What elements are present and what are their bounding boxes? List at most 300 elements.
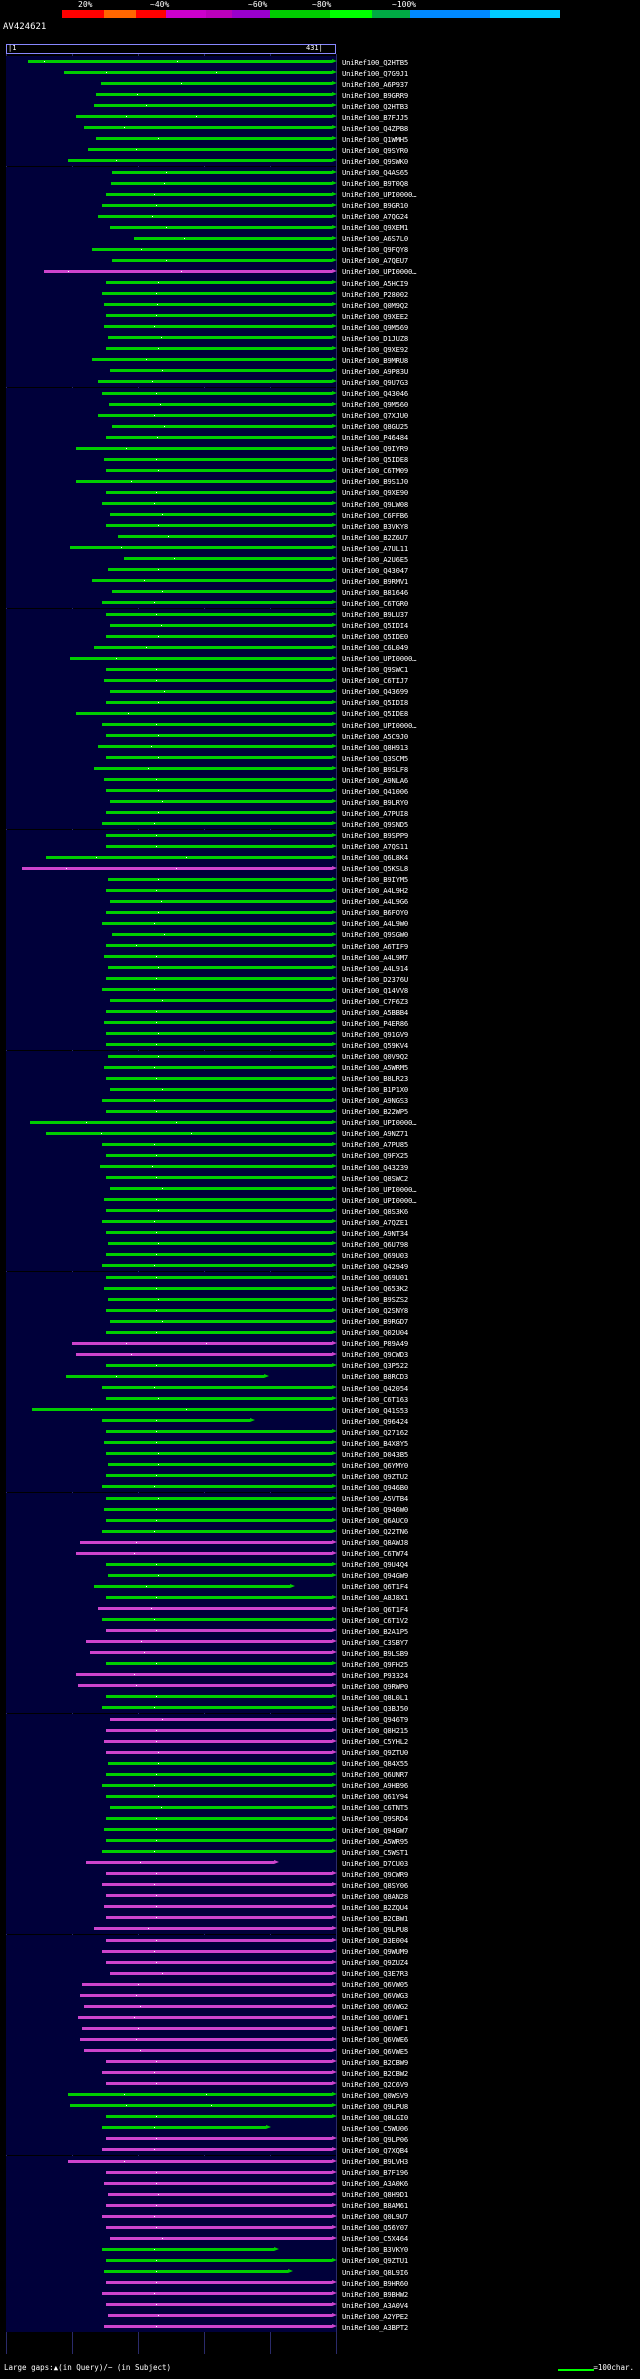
hit-label[interactable]: UniRef100_Q3P522	[342, 1361, 409, 1371]
hit-label[interactable]: UniRef100_Q6AUC0	[342, 1516, 409, 1526]
hit-label[interactable]: UniRef100_B9RGD7	[342, 1317, 409, 1327]
hit-label[interactable]: UniRef100_A4L9M7	[342, 952, 409, 962]
hit-bar[interactable]	[106, 668, 336, 671]
hit-bar[interactable]	[102, 1784, 336, 1787]
hit-bar[interactable]	[106, 1773, 336, 1776]
hit-label[interactable]: UniRef100_C5YHL2	[342, 1737, 409, 1747]
hit-label[interactable]: UniRef100_Q946B0	[342, 1482, 409, 1492]
hit-label[interactable]: UniRef100_Q0M9Q2	[342, 300, 409, 310]
hit-label[interactable]: UniRef100_Q8S3K6	[342, 1206, 409, 1216]
hit-bar[interactable]	[106, 1032, 336, 1035]
hit-bar[interactable]	[111, 182, 336, 185]
hit-label[interactable]: UniRef100_Q9U7G3	[342, 377, 409, 387]
hit-bar[interactable]	[118, 535, 336, 538]
hit-label[interactable]: UniRef100_B2CBW1	[342, 1913, 409, 1923]
hit-bar[interactable]	[102, 292, 336, 295]
hit-label[interactable]: UniRef100_B9MRU8	[342, 355, 409, 365]
hit-bar[interactable]	[98, 215, 336, 218]
hit-label[interactable]: UniRef100_Q3E7R3	[342, 1969, 409, 1979]
hit-label[interactable]: UniRef100_D2376U	[342, 974, 409, 984]
hit-label[interactable]: UniRef100_Q8L0L1	[342, 1692, 409, 1702]
hit-bar[interactable]	[84, 2005, 336, 2008]
hit-label[interactable]: UniRef100_Q5IDE8	[342, 455, 409, 465]
hit-bar[interactable]	[76, 115, 336, 118]
hit-label[interactable]: UniRef100_Q9LPU8	[342, 2101, 409, 2111]
hit-bar[interactable]	[80, 2038, 336, 2041]
hit-bar[interactable]	[106, 2281, 336, 2284]
hit-bar[interactable]	[102, 1220, 336, 1223]
hit-bar[interactable]	[112, 259, 336, 262]
hit-bar[interactable]	[106, 944, 336, 947]
hit-bar[interactable]	[106, 1231, 336, 1234]
hit-bar[interactable]	[106, 2082, 336, 2085]
hit-label[interactable]: UniRef100_Q8H913	[342, 742, 409, 752]
hit-label[interactable]: UniRef100_Q8GU25	[342, 422, 409, 432]
hit-label[interactable]: UniRef100_Q5IDE8	[342, 709, 409, 719]
hit-bar[interactable]	[102, 1850, 336, 1853]
hit-label[interactable]: UniRef100_UPI0000…	[342, 1184, 417, 1194]
hit-label[interactable]: UniRef100_A4L9H2	[342, 886, 409, 896]
hit-label[interactable]: UniRef100_B9S1J0	[342, 477, 409, 487]
hit-bar[interactable]	[106, 734, 336, 737]
hit-bar[interactable]	[106, 1043, 336, 1046]
hit-bar[interactable]	[106, 701, 336, 704]
hit-bar[interactable]	[102, 204, 336, 207]
hit-bar[interactable]	[72, 1342, 336, 1345]
hit-label[interactable]: UniRef100_Q2HTB3	[342, 101, 409, 111]
hit-label[interactable]: UniRef100_Q6T1F4	[342, 1582, 409, 1592]
hit-bar[interactable]	[76, 480, 336, 483]
hit-bar[interactable]	[76, 1353, 336, 1356]
hit-label[interactable]: UniRef100_B4X8Y5	[342, 1438, 409, 1448]
hit-bar[interactable]	[110, 513, 336, 516]
hit-label[interactable]: UniRef100_Q0L9U7	[342, 2212, 409, 2222]
hit-bar[interactable]	[102, 723, 336, 726]
hit-bar[interactable]	[104, 1828, 336, 1831]
hit-label[interactable]: UniRef100_B9SLF8	[342, 764, 409, 774]
hit-bar[interactable]	[98, 380, 336, 383]
hit-label[interactable]: UniRef100_A5HCI9	[342, 278, 409, 288]
hit-label[interactable]: UniRef100_A2U6E5	[342, 554, 409, 564]
hit-label[interactable]: UniRef100_Q9IYR9	[342, 444, 409, 454]
hit-label[interactable]: UniRef100_A9NGS3	[342, 1096, 409, 1106]
hit-label[interactable]: UniRef100_Q8SY06	[342, 1880, 409, 1890]
hit-bar[interactable]	[84, 126, 336, 129]
hit-bar[interactable]	[46, 856, 336, 859]
hit-label[interactable]: UniRef100_A5WR95	[342, 1836, 409, 1846]
hit-bar[interactable]	[106, 1176, 336, 1179]
hit-label[interactable]: UniRef100_Q6VWG2	[342, 2002, 409, 2012]
hit-label[interactable]: UniRef100_A5BBB4	[342, 1007, 409, 1017]
hit-label[interactable]: UniRef100_B9LVH3	[342, 2157, 409, 2166]
hit-bar[interactable]	[106, 1939, 336, 1942]
hit-bar[interactable]	[104, 2325, 336, 2328]
hit-bar[interactable]	[106, 1695, 336, 1698]
hit-bar[interactable]	[92, 248, 336, 251]
hit-label[interactable]: UniRef100_Q9LW08	[342, 499, 409, 509]
hit-bar[interactable]	[106, 1010, 336, 1013]
hit-label[interactable]: UniRef100_Q9ZUZ4	[342, 1958, 409, 1968]
hit-bar[interactable]	[104, 1066, 336, 1069]
hit-label[interactable]: UniRef100_B9HR60	[342, 2278, 409, 2288]
hit-label[interactable]: UniRef100_Q7XQB4	[342, 2145, 409, 2155]
hit-bar[interactable]	[94, 104, 336, 107]
hit-bar[interactable]	[102, 502, 336, 505]
hit-label[interactable]: UniRef100_UPI0000…	[342, 1118, 417, 1128]
hit-bar[interactable]	[110, 800, 336, 803]
hit-label[interactable]: UniRef100_Q9LP06	[342, 2134, 409, 2144]
hit-label[interactable]: UniRef100_Q9WUM9	[342, 1947, 409, 1957]
hit-bar[interactable]	[102, 1419, 254, 1422]
hit-label[interactable]: UniRef100_Q42949	[342, 1261, 409, 1271]
hit-label[interactable]: UniRef100_Q96424	[342, 1416, 409, 1426]
hit-bar[interactable]	[46, 1132, 336, 1135]
hit-bar[interactable]	[110, 2237, 336, 2240]
hit-bar[interactable]	[134, 237, 336, 240]
hit-bar[interactable]	[108, 1574, 336, 1577]
hit-label[interactable]: UniRef100_B8LR23	[342, 1074, 409, 1084]
hit-bar[interactable]	[106, 1309, 336, 1312]
hit-label[interactable]: UniRef100_A5C9J0	[342, 731, 409, 741]
hit-bar[interactable]	[110, 1320, 336, 1323]
hit-bar[interactable]	[102, 1386, 336, 1389]
hit-label[interactable]: UniRef100_A4L9G6	[342, 897, 409, 907]
hit-bar[interactable]	[106, 1364, 336, 1367]
hit-bar[interactable]	[106, 2060, 336, 2063]
hit-label[interactable]: UniRef100_B22WP5	[342, 1107, 409, 1117]
hit-label[interactable]: UniRef100_Q9U4Q4	[342, 1560, 409, 1570]
hit-label[interactable]: UniRef100_Q6VWF1	[342, 2013, 409, 2023]
hit-label[interactable]: UniRef100_Q9XE90	[342, 488, 409, 498]
hit-label[interactable]: UniRef100_A7QS11	[342, 842, 409, 852]
hit-bar[interactable]	[106, 2115, 336, 2118]
hit-bar[interactable]	[106, 789, 336, 792]
hit-label[interactable]: UniRef100_UPI0000…	[342, 654, 417, 664]
hit-bar[interactable]	[100, 1165, 336, 1168]
hit-bar[interactable]	[106, 1751, 336, 1754]
hit-label[interactable]: UniRef100_D1JUZ8	[342, 333, 409, 343]
hit-label[interactable]: UniRef100_Q8SWC2	[342, 1173, 409, 1183]
hit-bar[interactable]	[124, 557, 336, 560]
hit-label[interactable]: UniRef100_B8RCD3	[342, 1372, 409, 1382]
hit-label[interactable]: UniRef100_B9SZS2	[342, 1295, 409, 1305]
hit-bar[interactable]	[102, 601, 336, 604]
hit-label[interactable]: UniRef100_Q9SWC1	[342, 665, 409, 675]
hit-bar[interactable]	[94, 1927, 336, 1930]
hit-label[interactable]: UniRef100_Q6VWF1	[342, 2024, 409, 2034]
hit-bar[interactable]	[70, 657, 336, 660]
hit-bar[interactable]	[106, 977, 336, 980]
hit-bar[interactable]	[108, 1055, 336, 1058]
hit-bar[interactable]	[98, 745, 336, 748]
hit-bar[interactable]	[104, 1287, 336, 1290]
hit-label[interactable]: UniRef100_B8AM61	[342, 2201, 409, 2211]
hit-label[interactable]: UniRef100_Q94GW7	[342, 1825, 409, 1835]
hit-label[interactable]: UniRef100_Q6YMY0	[342, 1460, 409, 1470]
hit-bar[interactable]	[106, 1916, 336, 1919]
hit-label[interactable]: UniRef100_Q0V9Q2	[342, 1052, 409, 1061]
hit-label[interactable]: UniRef100_Q8AWJ8	[342, 1538, 409, 1548]
hit-label[interactable]: UniRef100_Q9FH25	[342, 1659, 409, 1669]
hit-label[interactable]: UniRef100_Q9SRD4	[342, 1814, 409, 1824]
hit-bar[interactable]	[106, 491, 336, 494]
hit-bar[interactable]	[88, 148, 336, 151]
hit-label[interactable]: UniRef100_B9IYM5	[342, 875, 409, 885]
hit-bar[interactable]	[106, 2204, 336, 2207]
hit-bar[interactable]	[112, 171, 336, 174]
hit-bar[interactable]	[104, 778, 336, 781]
hit-label[interactable]: UniRef100_UPI0000…	[342, 190, 417, 200]
hit-bar[interactable]	[112, 933, 336, 936]
hit-bar[interactable]	[102, 1099, 336, 1102]
hit-label[interactable]: UniRef100_A3A0V4	[342, 2300, 409, 2310]
hit-label[interactable]: UniRef100_B2ZQU4	[342, 1902, 409, 1912]
hit-label[interactable]: UniRef100_A3A0K6	[342, 2179, 409, 2189]
hit-label[interactable]: UniRef100_C6TM09	[342, 466, 409, 476]
hit-bar[interactable]	[106, 1276, 336, 1279]
hit-label[interactable]: UniRef100_Q9SWK0	[342, 156, 409, 166]
hit-label[interactable]: UniRef100_B2Z6U7	[342, 532, 409, 542]
hit-bar[interactable]	[106, 1872, 336, 1875]
hit-label[interactable]: UniRef100_B9GR10	[342, 201, 409, 211]
hit-bar[interactable]	[106, 1662, 336, 1665]
hit-label[interactable]: UniRef100_Q2SNY8	[342, 1306, 409, 1316]
hit-label[interactable]: UniRef100_B3VKY8	[342, 521, 409, 531]
hit-label[interactable]: UniRef100_Q3SCM5	[342, 753, 409, 763]
hit-bar[interactable]	[106, 1331, 336, 1334]
hit-label[interactable]: UniRef100_A7UL11	[342, 543, 409, 553]
hit-label[interactable]: UniRef100_B9T0Q8	[342, 179, 409, 189]
hit-bar[interactable]	[106, 524, 336, 527]
hit-bar[interactable]	[104, 458, 336, 461]
hit-bar[interactable]	[28, 60, 336, 63]
hit-bar[interactable]	[102, 1883, 336, 1886]
hit-label[interactable]: UniRef100_Q9M560	[342, 400, 409, 410]
hit-bar[interactable]	[68, 2093, 336, 2096]
hit-bar[interactable]	[70, 2104, 336, 2107]
hit-label[interactable]: UniRef100_P89A49	[342, 1339, 409, 1349]
hit-bar[interactable]	[110, 1972, 336, 1975]
hit-bar[interactable]	[106, 845, 336, 848]
hit-label[interactable]: UniRef100_Q9CWD3	[342, 1350, 409, 1360]
hit-bar[interactable]	[106, 1474, 336, 1477]
hit-bar[interactable]	[94, 1585, 294, 1588]
hit-bar[interactable]	[102, 1485, 336, 1488]
hit-bar[interactable]	[106, 436, 336, 439]
hit-bar[interactable]	[102, 2248, 278, 2251]
hit-label[interactable]: UniRef100_Q9LPU8	[342, 1924, 409, 1934]
hit-label[interactable]: UniRef100_A6S7L0	[342, 234, 409, 244]
hit-label[interactable]: UniRef100_UPI0000…	[342, 1195, 417, 1205]
hit-label[interactable]: UniRef100_Q61Y94	[342, 1792, 409, 1802]
hit-bar[interactable]	[102, 922, 336, 925]
hit-bar[interactable]	[106, 613, 336, 616]
hit-bar[interactable]	[102, 988, 336, 991]
hit-bar[interactable]	[106, 1154, 336, 1157]
hit-bar[interactable]	[106, 1839, 336, 1842]
hit-bar[interactable]	[110, 690, 336, 693]
hit-bar[interactable]	[110, 1187, 336, 1190]
hit-bar[interactable]	[106, 911, 336, 914]
hit-bar[interactable]	[80, 1994, 336, 1997]
hit-bar[interactable]	[106, 1430, 336, 1433]
hit-label[interactable]: UniRef100_A7PUI8	[342, 808, 409, 818]
hit-bar[interactable]	[106, 1110, 336, 1113]
hit-bar[interactable]	[104, 1021, 336, 1024]
hit-label[interactable]: UniRef100_C6L049	[342, 643, 409, 653]
hit-label[interactable]: UniRef100_Q9SGW0	[342, 930, 409, 940]
hit-label[interactable]: UniRef100_A3BPT2	[342, 2322, 409, 2332]
hit-label[interactable]: UniRef100_P28002	[342, 289, 409, 299]
hit-bar[interactable]	[98, 414, 336, 417]
hit-label[interactable]: UniRef100_A8J8X1	[342, 1593, 409, 1603]
hit-label[interactable]: UniRef100_B9LSB9	[342, 1648, 409, 1658]
hit-bar[interactable]	[108, 568, 336, 571]
hit-label[interactable]: UniRef100_Q8AN28	[342, 1891, 409, 1901]
hit-bar[interactable]	[104, 303, 336, 306]
hit-label[interactable]: UniRef100_B9GRR9	[342, 90, 409, 100]
hit-bar[interactable]	[104, 2182, 336, 2185]
hit-bar[interactable]	[104, 679, 336, 682]
hit-label[interactable]: UniRef100_Q9ZTU1	[342, 2256, 409, 2266]
hit-label[interactable]: UniRef100_Q69U03	[342, 1250, 409, 1260]
hit-bar[interactable]	[106, 1894, 336, 1897]
hit-label[interactable]: UniRef100_B2CBW2	[342, 2068, 409, 2078]
hit-bar[interactable]	[108, 966, 336, 969]
hit-label[interactable]: UniRef100_Q9FQY8	[342, 245, 409, 255]
hit-bar[interactable]	[102, 1143, 336, 1146]
hit-bar[interactable]	[80, 1541, 336, 1544]
hit-bar[interactable]	[22, 867, 336, 870]
hit-label[interactable]: UniRef100_Q7XJU0	[342, 411, 409, 421]
hit-bar[interactable]	[108, 336, 336, 339]
hit-label[interactable]: UniRef100_A5WRM5	[342, 1063, 409, 1073]
hit-label[interactable]: UniRef100_B9SPP9	[342, 831, 409, 840]
hit-bar[interactable]	[108, 1298, 336, 1301]
hit-bar[interactable]	[102, 2148, 336, 2151]
hit-bar[interactable]	[108, 1242, 336, 1245]
hit-label[interactable]: UniRef100_Q14VV8	[342, 985, 409, 995]
hit-bar[interactable]	[102, 2071, 336, 2074]
hit-label[interactable]: UniRef100_B3VKY0	[342, 2245, 409, 2255]
hit-label[interactable]: UniRef100_Q8H9D1	[342, 2190, 409, 2200]
hit-bar[interactable]	[44, 270, 336, 273]
hit-bar[interactable]	[102, 1706, 336, 1709]
hit-bar[interactable]	[68, 2160, 336, 2163]
hit-label[interactable]: UniRef100_Q9SND5	[342, 819, 409, 829]
hit-label[interactable]: UniRef100_Q946W0	[342, 1505, 409, 1515]
hit-bar[interactable]	[112, 590, 336, 593]
hit-label[interactable]: UniRef100_C6FFB6	[342, 510, 409, 520]
hit-bar[interactable]	[102, 1530, 336, 1533]
hit-label[interactable]: UniRef100_B6FOY0	[342, 908, 409, 918]
hit-label[interactable]: UniRef100_Q9RWP0	[342, 1681, 409, 1691]
hit-bar[interactable]	[30, 1121, 336, 1124]
hit-bar[interactable]	[102, 1618, 336, 1621]
hit-bar[interactable]	[108, 1463, 336, 1466]
hit-bar[interactable]	[104, 1441, 336, 1444]
hit-label[interactable]: UniRef100_P4ER86	[342, 1018, 409, 1028]
hit-label[interactable]: UniRef100_B9LRY0	[342, 797, 409, 807]
hit-label[interactable]: UniRef100_Q9XE92	[342, 344, 409, 354]
hit-label[interactable]: UniRef100_C6TGR0	[342, 598, 409, 608]
hit-bar[interactable]	[82, 2027, 336, 2030]
hit-label[interactable]: UniRef100_Q6VWG3	[342, 1991, 409, 2001]
hit-label[interactable]: UniRef100_D3E004	[342, 1936, 409, 1945]
hit-bar[interactable]	[106, 1077, 336, 1080]
hit-label[interactable]: UniRef100_B81646	[342, 587, 409, 597]
hit-label[interactable]: UniRef100_Q69U01	[342, 1273, 409, 1282]
hit-bar[interactable]	[32, 1408, 336, 1411]
hit-label[interactable]: UniRef100_Q56Y07	[342, 2223, 409, 2233]
hit-label[interactable]: UniRef100_C6TW74	[342, 1549, 409, 1559]
hit-bar[interactable]	[94, 767, 336, 770]
hit-bar[interactable]	[110, 1718, 336, 1721]
hit-bar[interactable]	[106, 1519, 336, 1522]
hit-bar[interactable]	[102, 1950, 336, 1953]
hit-bar[interactable]	[104, 1905, 336, 1908]
hit-label[interactable]: UniRef100_Q43699	[342, 687, 409, 697]
hit-label[interactable]: UniRef100_A5VTB4	[342, 1494, 409, 1503]
hit-bar[interactable]	[106, 469, 336, 472]
hit-label[interactable]: UniRef100_Q5IDI8	[342, 698, 409, 708]
hit-bar[interactable]	[92, 358, 336, 361]
hit-bar[interactable]	[106, 2137, 336, 2140]
hit-bar[interactable]	[78, 1684, 336, 1687]
hit-bar[interactable]	[104, 1740, 336, 1743]
hit-bar[interactable]	[106, 1209, 336, 1212]
hit-bar[interactable]	[106, 635, 336, 638]
hit-label[interactable]: UniRef100_Q27162	[342, 1427, 409, 1437]
hit-bar[interactable]	[92, 579, 336, 582]
hit-label[interactable]: UniRef100_B9BHW2	[342, 2289, 409, 2299]
hit-label[interactable]: UniRef100_C7F6Z3	[342, 996, 409, 1006]
hit-label[interactable]: UniRef100_Q2C6V9	[342, 2079, 409, 2089]
hit-bar[interactable]	[106, 281, 336, 284]
hit-bar[interactable]	[109, 403, 336, 406]
hit-label[interactable]: UniRef100_Q59KV4	[342, 1040, 409, 1050]
hit-label[interactable]: UniRef100_A6TIF9	[342, 941, 409, 951]
hit-label[interactable]: UniRef100_A4L914	[342, 963, 409, 973]
hit-label[interactable]: UniRef100_C6T1V2	[342, 1615, 409, 1625]
hit-label[interactable]: UniRef100_Q6VW05	[342, 1980, 409, 1990]
hit-label[interactable]: UniRef100_Q9ZTU2	[342, 1471, 409, 1481]
hit-bar[interactable]	[102, 2292, 336, 2295]
hit-bar[interactable]	[110, 369, 336, 372]
hit-label[interactable]: UniRef100_Q4AS65	[342, 168, 409, 177]
hit-bar[interactable]	[110, 624, 336, 627]
hit-label[interactable]: UniRef100_A9P83U	[342, 366, 409, 376]
hit-label[interactable]: UniRef100_A9HB96	[342, 1781, 409, 1791]
hit-bar[interactable]	[108, 878, 336, 881]
hit-bar[interactable]	[106, 1452, 336, 1455]
hit-label[interactable]: UniRef100_Q22TN6	[342, 1527, 409, 1537]
hit-label[interactable]: UniRef100_Q8L9I6	[342, 2267, 409, 2277]
hit-label[interactable]: UniRef100_UPI0000…	[342, 720, 417, 730]
hit-label[interactable]: UniRef100_Q43047	[342, 565, 409, 575]
hit-label[interactable]: UniRef100_Q02U04	[342, 1328, 409, 1338]
hit-label[interactable]: UniRef100_A7QG24	[342, 212, 409, 222]
hit-label[interactable]: UniRef100_UPI0000…	[342, 267, 417, 277]
hit-label[interactable]: UniRef100_Q9XEM1	[342, 223, 409, 233]
hit-label[interactable]: UniRef100_C5X464	[342, 2234, 409, 2244]
hit-label[interactable]: UniRef100_Q9XEE2	[342, 311, 409, 321]
hit-bar[interactable]	[70, 546, 336, 549]
hit-bar[interactable]	[108, 2193, 336, 2196]
hit-bar[interactable]	[102, 392, 336, 395]
hit-label[interactable]: UniRef100_A6P937	[342, 79, 409, 89]
hit-label[interactable]: UniRef100_B7F196	[342, 2168, 409, 2178]
